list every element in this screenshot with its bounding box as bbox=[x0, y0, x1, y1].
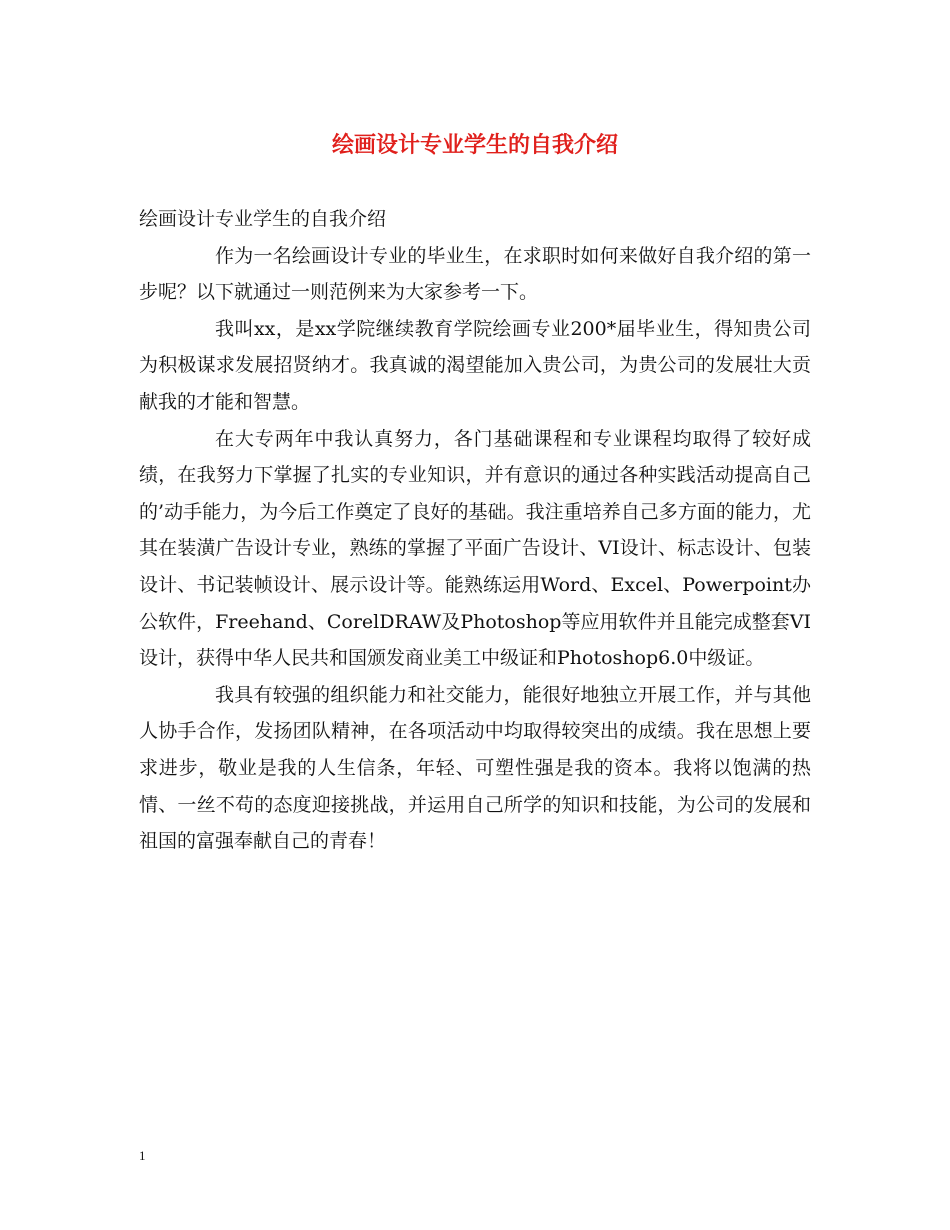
paragraph-abilities: 我具有较强的组织能力和社交能力，能很好地独立开展工作，并与其他人协手合作，发扬团队精神，在各项活动中均取得较突出的成绩。我在思想上要求进步，敬业是我的人生信条，年轻、可塑性强是我的资本。我将以饱满的热情、一丝不苟的态度迎接挑战，并运用自己所学的知识和技能，为公司的发展和祖国的富强奉献自己的青春！ bbox=[139, 683, 811, 853]
document-body bbox=[139, 201, 811, 860]
paragraph-subtitle: 绘画设计专业学生的自我介绍 bbox=[139, 208, 387, 230]
paragraph-intro: 作为一名绘画设计专业的毕业生，在求职时如何来做好自我介绍的第一步呢？以下就通过一则范例来为大家参考一下。 bbox=[139, 244, 811, 304]
page-number: 1 bbox=[139, 1148, 146, 1163]
paragraph-self-introduction: 我叫xx，是xx学院继续教育学院绘画专业200*届毕业生，得知贵公司为积极谋求发展招贤纳才。我真诚的渴望能加入贵公司，为贵公司的发展壮大贡献我的才能和智慧。 bbox=[139, 317, 811, 413]
document-title: 绘画设计专业学生的自我介绍 bbox=[331, 133, 618, 158]
paragraph-skills: 在大专两年中我认真努力，各门基础课程和专业课程均取得了较好成绩，在我努力下掌握了扎实的专业知识，并有意识的通过各种实践活动提高自己的’动手能力，为今后工作奠定了良好的基础。我注重培养自己多方面的能力，尤其在装潢广告设计专业，熟练的掌握了平面广告设计、VI设计、标志设计、包装设计、书记装帧设计、展示设计等。能熟练运用Word、Excel、Powerpoint办公软件，Freehand、CorelDRAW及Photoshop等应用软件并且能完成整套VI设计，获得中华人民共和国颁发商业美工中级证和Photoshop6.0中级证。 bbox=[139, 427, 811, 670]
